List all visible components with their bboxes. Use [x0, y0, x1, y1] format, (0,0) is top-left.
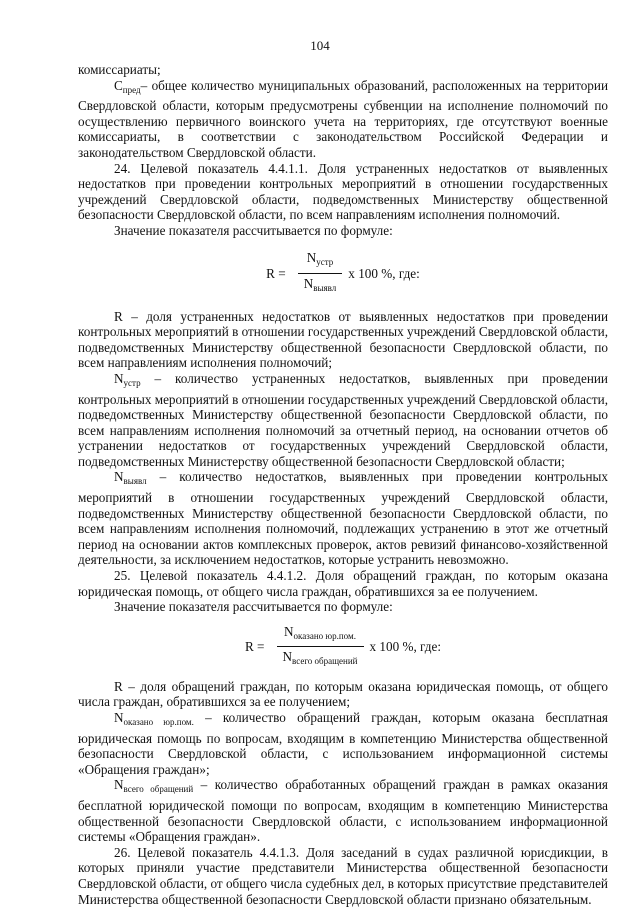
- page-number: 104: [310, 38, 330, 53]
- formula-1: [78, 245, 608, 303]
- formula-2: [78, 619, 608, 675]
- paragraph-r-definition-1: R – доля устраненных недостатков от выявленных недостатков при проведении контрольных мероприятий в отношении государственных учреждений Свердловской области, подведомственных Министерству общественной безопасности Свердловской области, по всем направлениям исполнения полномочий;: [78, 308, 608, 371]
- paragraph-r-definition-2: R – доля обращений граждан, по которым оказана юридическая помощь, от общего числа граждан, обратившихся за ее получением;: [78, 678, 608, 710]
- paragraph-n-okazano-definition: $N_{оказано юр.пом.}$ – количество обращений граждан, которым оказана бесплатная юридическая помощь по вопросам, входящим в компетенцию Министерства общественной безопасности Свердловской области, с использованием информационной системы «Обращения граждан»;: [78, 710, 608, 777]
- paragraph-n-vyyavl-definition: $N_{выявл}$ – количество недостатков, выявленных при проведении контрольных мероприятий в отношении государственных учреждений Свердловской области, подведомственных Министерству общественной безопасности Свердловской области, по всем направлениям исполнения полномочий, подлежащих устранению в этот же отчетный период на основании актов комплексных проверок, актов ревизий финансово-хозяйственной деятельности, за исключением недостатков, которые устранить невозможно.: [78, 469, 608, 568]
- formula-2-lhs: R =: [244, 639, 265, 655]
- formula-1-rhs: х 100 %, где:: [348, 265, 420, 281]
- paragraph-indicator-24: 24. Целевой показатель 4.4.1.1. Доля устраненных недостатков от выявленных недостатков при проведении контрольных мероприятий в отношении государственных учреждений Свердловской области, подведомственных Министерству общественной безопасности Свердловской области, по всем направлениям исполнения полномочий.: [78, 160, 608, 223]
- paragraph-commissariats: комиссариаты;: [78, 62, 161, 77]
- symbol-c-pred: $С_{пред}$: [114, 77, 141, 95]
- paragraph-n-vsego-definition: $N_{всего обращений}$ – количество обработанных обращений граждан в рамках оказания бесплатной юридической помощи по вопросам, входящим в компетенцию Министерства общественной безопасности Свердловской области, с использованием информационной системы «Обращения граждан».: [78, 777, 608, 845]
- formula-2-numerator: $N_{оказано юр.пом.}$: [284, 623, 356, 641]
- paragraph-formula-intro-2: Значение показателя рассчитывается по формуле:: [114, 599, 393, 615]
- paragraph-indicator-25: 25. Целевой показатель 4.4.1.2. Доля обращений граждан, по которым оказана юридическая помощь, от общего числа граждан, обратившихся за ее получением.: [78, 568, 608, 599]
- formula-2-rhs: х 100 %, где:: [369, 639, 442, 655]
- symbol-n-vsego: $N_{всего обращений}$: [114, 777, 194, 795]
- paragraph-formula-intro-1: Значение показателя рассчитывается по формуле:: [114, 222, 393, 238]
- paragraph-indicator-26: 26. Целевой показатель 4.4.1.3. Доля заседаний в судах различной юрисдикции, в которых приняли участие представители Министерства общественной безопасности Свердловской области, от общего числа судебных дел, в которых присутствие представителей Министерства общественной безопасности Свердловской области признано обязательным.: [78, 844, 608, 907]
- paragraph-n-ustr-definition: $N_{устр}$ – количество устраненных недостатков, выявленных при проведении контрольных мероприятий в отношении государственных учреждений Свердловской области, подведомственных Министерству общественной безопасности Свердловской области, по всем направлениям исполнения полномочий за отчетный период, на основании отчетов об устранении недостатков от государственных учреждений Свердловской области, подведомственных Министерству общественной безопасности Свердловской области;: [78, 370, 608, 469]
- formula-1-lhs: R =: [266, 265, 286, 281]
- formula-2-fraction: [277, 624, 364, 670]
- formula-1-fraction: [298, 250, 343, 296]
- formula-1-numerator: $N_{устр}$: [306, 250, 334, 268]
- formula-2-denominator: $N_{всего обращений}$: [282, 649, 358, 667]
- symbol-n-ustr: $N_{устр}$: [114, 370, 141, 388]
- paragraph-c-pred-definition: $С_{пред}-$ общее количество муниципальных образований, расположенных на территории Свердловской области, которым предусмотрены субвенции на исполнение полномочий по осуществлению первичного воинского учета на территориях, где отсутствуют военные комиссариаты, в соответствии с законодательством Российской Федерации и законодательством Свердловской области.: [78, 77, 608, 160]
- symbol-n-vyyavl: $N_{выявл}$: [114, 469, 147, 487]
- formula-1-denominator: $N_{выявл}$: [303, 276, 337, 294]
- symbol-n-okazano: $N_{оказано юр.пом.}$: [114, 710, 194, 727]
- document-body: [78, 62, 608, 907]
